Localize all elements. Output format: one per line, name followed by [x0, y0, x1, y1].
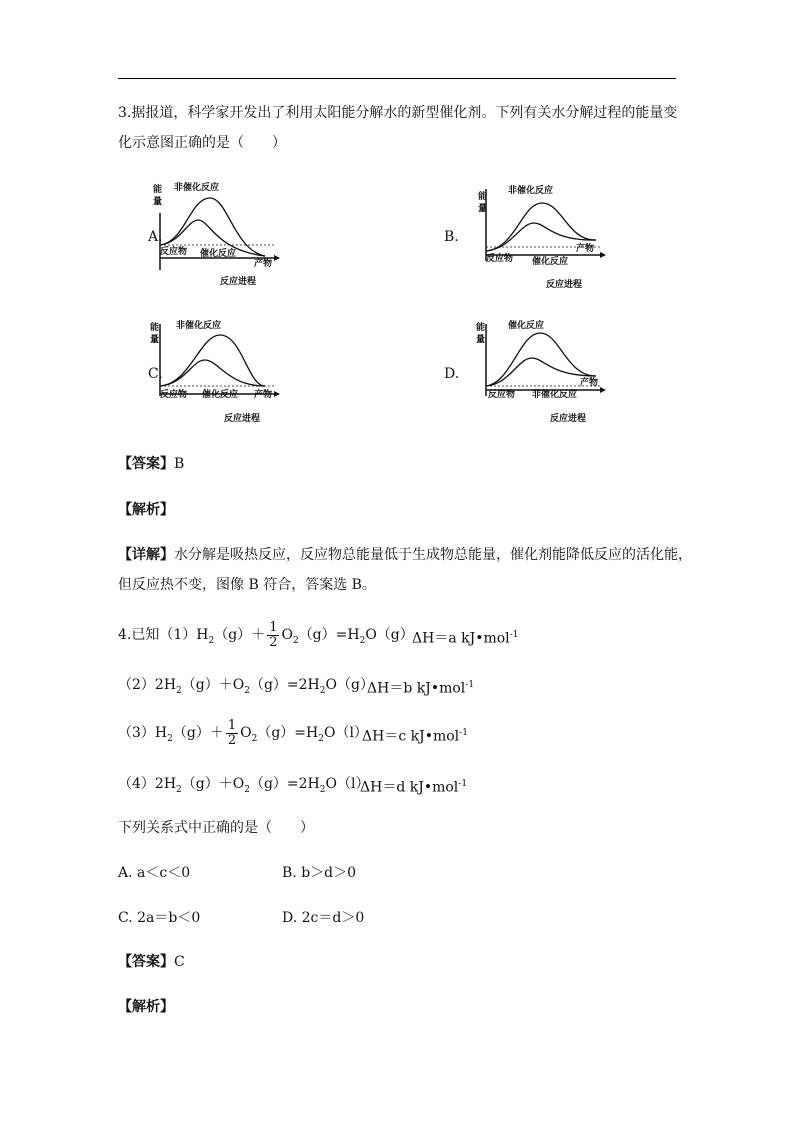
q3-b-ylabel-top: 能 — [478, 192, 488, 202]
q3-a-product-label: 产物 — [254, 259, 273, 269]
q3-a-ylabel-top: 能 — [153, 185, 163, 195]
q4-answer-value: C — [174, 954, 185, 970]
q3-c-top-curve-label: 非催化反应 — [176, 321, 222, 331]
q4-choice-b[interactable]: B. b＞d＞0 — [282, 865, 357, 881]
q3-d-reactant-label: 反应物 — [488, 390, 516, 400]
q4-eq4-dh: ΔH＝d kJ•mol$^{-1}$ — [360, 779, 468, 796]
q3-b-xlabel: 反应进程 — [546, 280, 583, 290]
q3-detail-text1: 水分解是吸热反应，反应物总能量低于生成物总能量，催化剂能降低反应的活化能， — [174, 547, 692, 563]
q4-eq3-fraction: $\frac{1}{2}$ — [227, 717, 237, 748]
q3-option-b-figure[interactable] — [476, 183, 616, 295]
q3-detail-line2: 但反应热不变，图像 B 符合，答案选 B。 — [118, 577, 376, 593]
q3-analysis-label: 【解析】 — [118, 502, 174, 518]
q3-d-low-curve-label: 非催化反应 — [532, 390, 578, 400]
q4-question: 下列关系式中正确的是（ ） — [118, 820, 314, 836]
q3-answer — [118, 455, 184, 473]
q3-b-low-curve-label: 催化反应 — [532, 257, 569, 267]
q3-detail-line1 — [118, 546, 692, 564]
q4-eq1-fraction: $\frac{1}{2}$ — [269, 619, 278, 650]
q4-answer-label: 【答案】 — [118, 954, 174, 970]
q3-stem-line2: 化示意图正确的是（ ） — [118, 135, 286, 151]
q4-equation-3: $(3)H_2(g)+$ $\frac{1}{2}$ $O_2(g)=H_2O(l)$ — [118, 717, 368, 748]
q4-analysis-label: 【解析】 — [118, 999, 174, 1015]
q3-option-b-letter[interactable]: B. — [444, 229, 459, 245]
q3-option-c-letter[interactable]: C. — [148, 366, 163, 382]
q4-intro: 4.已知（1） — [118, 627, 197, 643]
q4-eq3-dh: ΔH＝c kJ•mol$^{-1}$ — [362, 728, 468, 745]
q4-choice-a[interactable]: A. a＜c＜0 — [118, 865, 191, 881]
q4-equation-2: $(2)2H_2(g)+O_2(g)=2H_2O(g)$ — [118, 677, 374, 696]
q4-choice-d[interactable]: D. 2c＝d＞0 — [282, 910, 365, 926]
q3-d-top-curve-label: 催化反应 — [508, 321, 545, 331]
q3-answer-label: 【答案】 — [118, 456, 174, 472]
q3-d-xlabel: 反应进程 — [550, 414, 587, 424]
header-rule — [118, 78, 676, 79]
q4-equation-4: $(4)2H_2(g)+O_2(g)=2H_2O(l)$ — [118, 776, 370, 795]
q3-b-product-label: 产物 — [576, 244, 595, 254]
q3-b-top-curve-label: 非催化反应 — [508, 186, 554, 196]
q3-option-d-letter[interactable]: D. — [444, 366, 460, 382]
q4-eq1-dh: ΔH＝a kJ•mol$^{-1}$ — [412, 630, 519, 647]
q4-choice-c[interactable]: C. 2a＝b＜0 — [118, 910, 201, 926]
q3-stem-line1: 3.据报道，科学家开发出了利用太阳能分解水的新型催化剂。下列有关水分解过程的能量变 — [118, 105, 678, 121]
q3-a-reactant-label: 反应物 — [160, 247, 188, 257]
q3-a-xlabel: 反应进程 — [220, 277, 257, 287]
q3-d-ylabel-bottom: 量 — [476, 335, 486, 345]
q3-option-c-figure[interactable] — [150, 318, 290, 430]
q3-b-reactant-label: 反应物 — [486, 254, 514, 264]
q4-equation-1: 4.已知$(1)H_2(g)+$ $\frac{1}{2}$ $O_2(g)=H_2O(g)$ — [118, 619, 414, 650]
q3-b-ylabel-bottom: 量 — [478, 204, 488, 214]
q3-detail-label: 【详解】 — [118, 547, 174, 563]
q3-a-ylabel-bottom: 量 — [153, 197, 163, 207]
q3-d-ylabel-top: 能 — [476, 323, 486, 333]
q3-c-low-curve-label: 催化反应 — [202, 390, 239, 400]
q3-d-product-label: 产物 — [580, 378, 599, 388]
q3-option-d-figure[interactable] — [476, 318, 616, 430]
q3-c-xlabel: 反应进程 — [224, 414, 261, 424]
q3-c-ylabel-bottom: 量 — [150, 335, 160, 345]
q3-option-a-letter[interactable]: A. — [148, 229, 163, 245]
q3-c-product-label: 产物 — [254, 390, 273, 400]
q4-answer — [118, 953, 185, 971]
q3-option-a-figure[interactable] — [150, 178, 290, 290]
q3-a-top-curve-label: 非催化反应 — [174, 183, 220, 193]
q3-c-reactant-label: 反应物 — [160, 390, 188, 400]
q3-c-ylabel-top: 能 — [150, 323, 160, 333]
q3-answer-value: B — [174, 456, 185, 472]
q3-a-low-curve-label: 催化反应 — [200, 249, 237, 259]
q4-eq2-dh: ΔH＝b kJ•mol$^{-1}$ — [367, 680, 475, 697]
